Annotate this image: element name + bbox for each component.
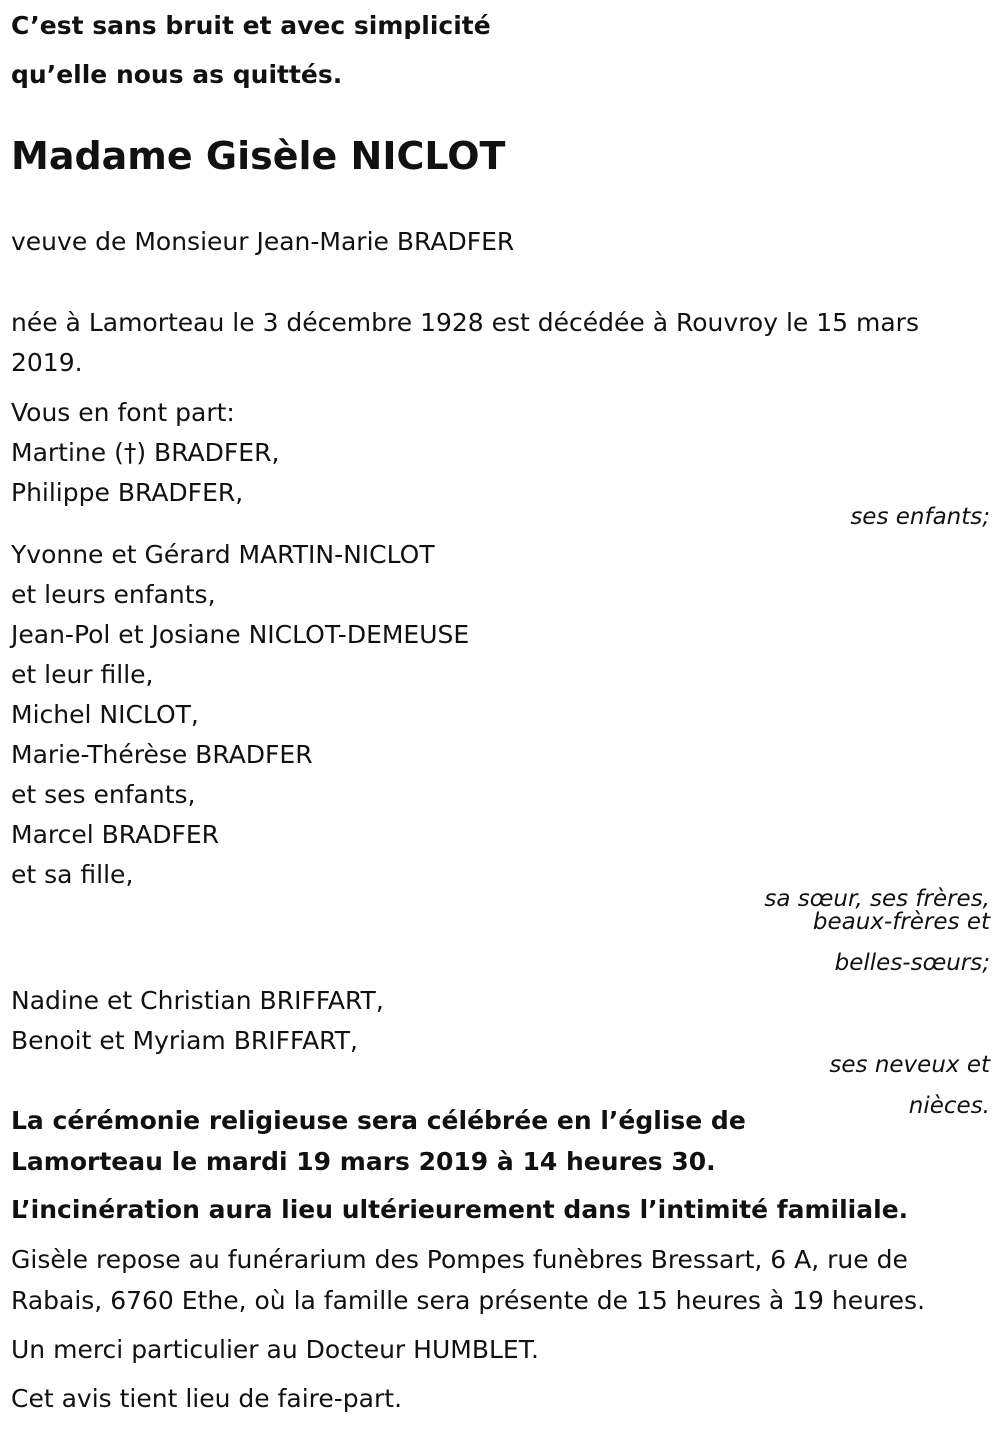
thanks-text: Un merci particulier au Docteur HUMBLET. <box>11 1335 539 1364</box>
ceremony-line-2: Lamorteau le mardi 19 mars 2019 à 14 heures 30. <box>11 1147 716 1176</box>
children-role: ses enfants; <box>850 504 990 530</box>
list-item: Jean-Pol et Josiane NICLOT-DEMEUSE <box>11 620 470 649</box>
siblings-role-line-3: belles-sœurs; <box>834 950 990 976</box>
funerarium-line-1: Gisèle repose au funérarium des Pompes funèbres Bressart, 6 A, rue de <box>11 1245 908 1274</box>
list-item: et leurs enfants, <box>11 580 216 609</box>
list-item: Marie-Thérèse BRADFER <box>11 740 313 769</box>
list-item: Nadine et Christian BRIFFART, <box>11 986 384 1015</box>
announcement-text: Vous en font part: <box>11 398 235 427</box>
list-item: Philippe BRADFER, <box>11 478 244 507</box>
list-item: Martine (†) BRADFER, <box>11 438 280 467</box>
nephews-role-line-2: nièces. <box>908 1093 990 1119</box>
list-item: et leur fille, <box>11 660 154 689</box>
funerarium-line-2: Rabais, 6760 Ethe, où la famille sera présente de 15 heures à 19 heures. <box>11 1286 926 1315</box>
list-item: Benoit et Myriam BRIFFART, <box>11 1026 358 1055</box>
birth-death-line-1: née à Lamorteau le 3 décembre 1928 est décédée à Rouvroy le 15 mars <box>11 308 919 337</box>
intro-line-2: qu’elle nous as quittés. <box>11 60 343 89</box>
closing-text: Cet avis tient lieu de faire-part. <box>11 1384 403 1413</box>
list-item: Yvonne et Gérard MARTIN-NICLOT <box>11 540 435 569</box>
nephews-list <box>11 981 384 1061</box>
intro-line-1: C’est sans bruit et avec simplicité <box>11 11 491 40</box>
list-item: Marcel BRADFER <box>11 820 220 849</box>
siblings-role-line-1: sa sœur, ses frères, <box>764 886 990 912</box>
widow-of-text: veuve de Monsieur Jean-Marie BRADFER <box>11 227 515 256</box>
siblings-role-line-2: beaux-frères et <box>812 909 990 935</box>
list-item: et ses enfants, <box>11 780 196 809</box>
children-list <box>11 433 279 513</box>
list-item: et sa fille, <box>11 860 134 889</box>
siblings-list <box>11 535 469 895</box>
list-item: Michel NICLOT, <box>11 700 199 729</box>
birth-death-line-2: 2019. <box>11 348 83 377</box>
cremation-text: L’incinération aura lieu ultérieurement dans l’intimité familiale. <box>11 1195 909 1224</box>
deceased-name: Madame Gisèle NICLOT <box>11 134 506 178</box>
ceremony-line-1: La cérémonie religieuse sera célébrée en l’église de <box>11 1106 746 1135</box>
nephews-role-line-1: ses neveux et <box>829 1052 990 1078</box>
